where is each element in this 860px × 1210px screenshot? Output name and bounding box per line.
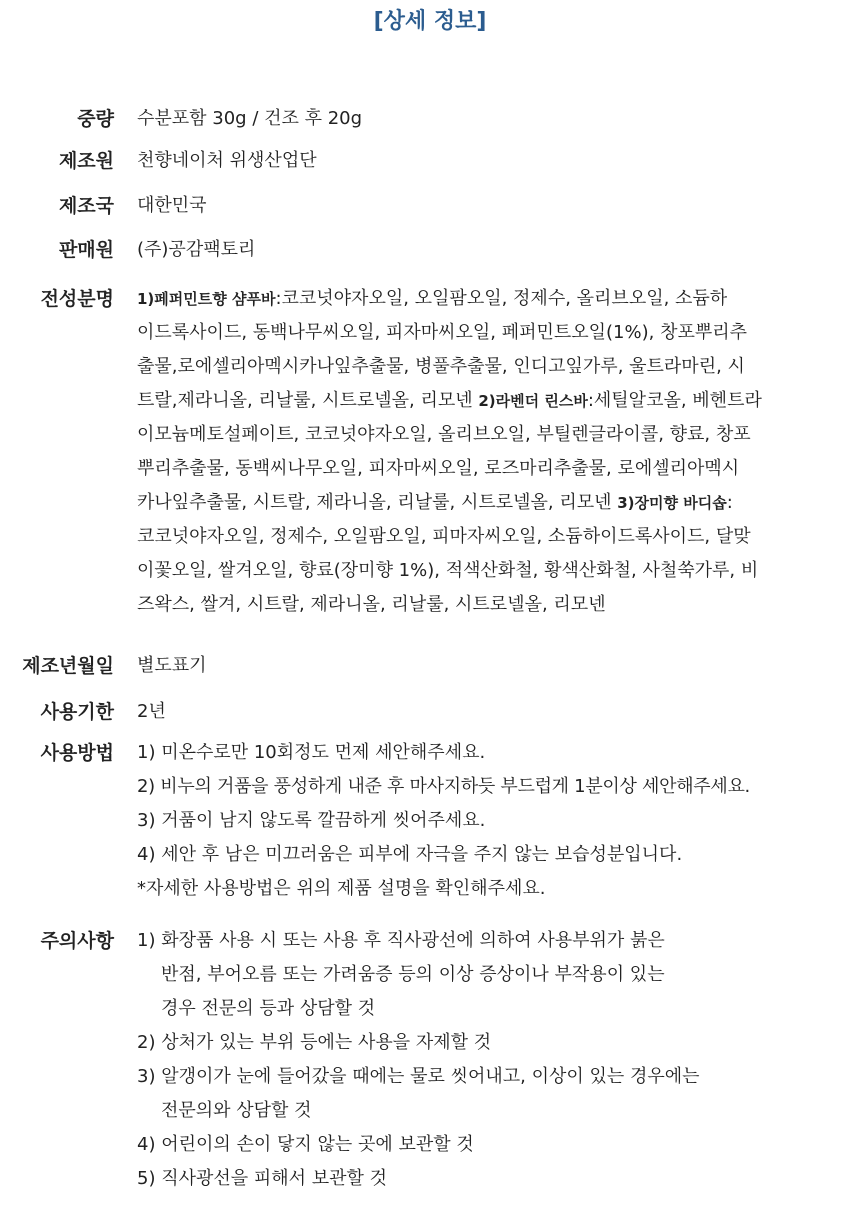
seller-label: 판매원 — [58, 239, 114, 261]
ingredients-line: : — [726, 492, 733, 513]
ingredients-line: 코코넛야자오일, 정제수, 오일팜오일, 피마자씨오일, 소듐하이드록사이드, 달맞 — [137, 526, 751, 547]
caution-item-continued: 전문의와 상담할 것 — [161, 1100, 312, 1121]
usage-step: 3) 거품이 남지 않도록 깔끔하게 씻어주세요. — [137, 810, 486, 831]
seller-value: (주)공감팩토리 — [137, 239, 256, 260]
rinse-bar-title: 2)라벤더 린스바 — [478, 392, 588, 410]
caution-item: 1) 화장품 사용 시 또는 사용 후 직사광선에 의하여 사용부위가 붉은 — [137, 930, 665, 951]
manufacturer-value: 천향네이처 위생산업단 — [137, 150, 317, 171]
ingredients-line: 이모늄메토설페이트, 코코넛야자오일, 올리브오일, 부틸렌글라이콜, 향료, 창포 — [137, 424, 751, 445]
manufacturer-label: 제조원 — [58, 150, 114, 172]
ingredients-line: 이꽃오일, 쌀겨오일, 향료(장미향 1%), 적색산화철, 황색산화철, 사철쑥가루, 비 — [137, 560, 759, 581]
ingredients-line: 뿌리추출물, 동백씨나무오일, 피자마씨오일, 로즈마리추출물, 로에셀리아멕시 — [137, 458, 740, 479]
weight-value: 수분포함 30g / 건조 후 20g — [137, 108, 363, 129]
cautions-label: 주의사항 — [40, 930, 114, 952]
section-title: [상세 정보] — [373, 9, 487, 34]
usage-text — [137, 736, 857, 906]
shampoo-bar-title: 1)페퍼민트향 샴푸바 — [137, 290, 276, 308]
usage-note: *자세한 사용방법은 위의 제품 설명을 확인해주세요. — [137, 878, 546, 899]
ingredients-line: 이드록사이드, 동백나무씨오일, 피자마씨오일, 페퍼민트오일(1%), 창포뿌리추 — [137, 322, 748, 343]
caution-item: 4) 어린이의 손이 닿지 않는 곳에 보관할 것 — [137, 1134, 474, 1155]
usage-label: 사용방법 — [40, 742, 114, 764]
country-label: 제조국 — [58, 195, 114, 217]
cautions-text — [137, 924, 857, 1196]
caution-item: 5) 직사광선을 피해서 보관할 것 — [137, 1168, 388, 1189]
caution-item: 2) 상처가 있는 부위 등에는 사용을 자제할 것 — [137, 1032, 492, 1053]
caution-item: 3) 알갱이가 눈에 들어갔을 때에는 물로 씻어내고, 이상이 있는 경우에는 — [137, 1066, 700, 1087]
expiry-label: 사용기한 — [40, 701, 114, 723]
usage-step: 1) 미온수로만 10회정도 먼제 세안해주세요. — [137, 742, 486, 763]
mfg-date-label: 제조년월일 — [22, 655, 114, 677]
body-soap-title: 3)장미향 바디솝 — [617, 494, 727, 512]
ingredients-text — [137, 282, 857, 622]
usage-step: 2) 비누의 거품을 풍성하게 내준 후 마사지하듯 부드럽게 1분이상 세안해주세요. — [137, 776, 750, 797]
weight-label: 중량 — [77, 108, 114, 130]
ingredients-line: :코코넛야자오일, 오일팜오일, 정제수, 올리브오일, 소듐하 — [275, 288, 728, 309]
mfg-date-value: 별도표기 — [137, 655, 207, 676]
ingredients-line: 즈왁스, 쌀겨, 시트랄, 제라니올, 리날룰, 시트로넬올, 리모넨 — [137, 594, 606, 615]
caution-item-continued: 반점, 부어오름 또는 가려움증 등의 이상 증상이나 부작용이 있는 — [161, 964, 665, 985]
caution-item-continued: 경우 전문의 등과 상담할 것 — [161, 998, 376, 1019]
ingredients-line: 트랄,제라니올, 리날룰, 시트로넬올, 리모넨 — [137, 390, 479, 411]
ingredients-line: 출물,로에셀리아멕시카나잎추출물, 병풀추출물, 인디고잎가루, 울트라마린, 시 — [137, 356, 745, 377]
ingredients-label: 전성분명 — [40, 288, 114, 310]
country-value: 대한민국 — [137, 195, 207, 216]
usage-step: 4) 세안 후 남은 미끄러움은 피부에 자극을 주지 않는 보습성분입니다. — [137, 844, 683, 865]
ingredients-line: 카나잎추출물, 시트랄, 제라니올, 리날룰, 시트로넬올, 리모넨 — [137, 492, 618, 513]
expiry-value: 2년 — [137, 701, 166, 722]
ingredients-line: :세틸알코올, 베헨트라 — [587, 390, 762, 411]
